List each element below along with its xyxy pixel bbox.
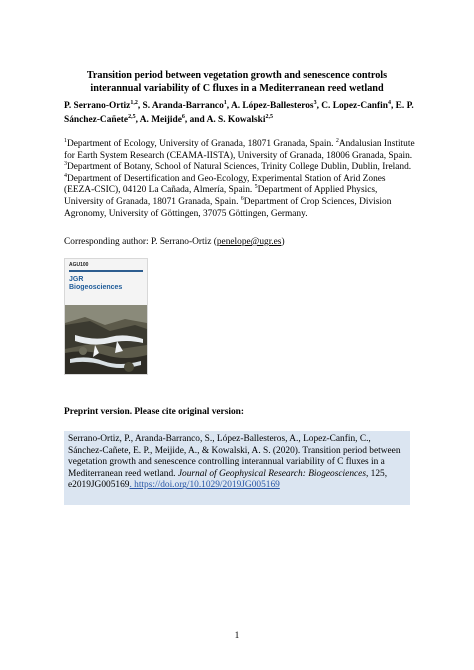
author-name: C. Lopez-Canfin — [321, 101, 388, 111]
citation-box — [64, 431, 410, 505]
author-name: S. Aranda-Barranco — [142, 101, 224, 111]
author-separator: , — [137, 101, 143, 111]
author-name: P. Serrano-Ortiz — [64, 101, 131, 111]
affiliation-text: Department of Desertification and Geo-Ecology, Experimental Station of Arid Zones (EEZA-CSIC), 04120 La Cañada, Almería, Spain. — [64, 173, 386, 196]
citation-doi-link[interactable]: . https://doi.org/10.1029/2019JG005169 — [129, 480, 280, 491]
preprint-note: Preprint version. Please cite original version: — [64, 407, 244, 417]
author-affiliation-mark: 1 — [223, 99, 227, 106]
page-number: 1 — [234, 631, 240, 641]
affiliation-mark: 2 — [335, 137, 339, 144]
author-affiliation-mark: 6 — [181, 113, 185, 120]
cover-stripe — [69, 270, 143, 272]
affiliation-mark: 4 — [64, 172, 67, 179]
author-separator: , — [226, 101, 231, 111]
corresponding-suffix: ) — [281, 237, 285, 247]
author-name: A. López-Ballesteros — [230, 101, 314, 111]
affiliation-mark: 6 — [240, 195, 244, 202]
author-affiliation-mark: 4 — [387, 99, 391, 106]
author-affiliation-mark: 2,5 — [128, 113, 136, 120]
citation-volume: , 125, e2019JG005169 — [68, 468, 388, 491]
author-separator: , — [390, 101, 396, 111]
affiliation-text: Department of Ecology, University of Granada, 18071 Granada, Spain. — [67, 139, 336, 149]
paper-title: Transition period between vegetation growth and senescence controls interannual variability of C fluxes in a Mediterranean reed wetland — [86, 70, 388, 94]
author-affiliation-mark: 3 — [313, 99, 317, 106]
affiliation-text: Department of Applied Physics, University of Granada, 18071 Granada, Spain. — [64, 185, 378, 207]
affiliation-mark: 1 — [64, 137, 67, 144]
author-separator: , — [316, 101, 322, 111]
cover-journal-name — [69, 276, 122, 292]
author-name: A. S. Kowalski — [206, 115, 266, 125]
cover-journal-line2: Biogeosciences — [69, 284, 123, 291]
author-name: A. Meijide — [139, 115, 182, 125]
corresponding-prefix: Corresponding author: P. Serrano-Ortiz ( — [64, 237, 217, 247]
corresponding-author — [64, 237, 285, 247]
affiliation-text: Andalusian Institute for Earth System Research (CEAMA-IISTA), University of Granada, 18006 Granada, Spain. — [64, 139, 415, 161]
citation-journal: Journal of Geophysical Research: Biogeosciences — [177, 468, 366, 479]
affiliation-text: Department of Botany, School of Natural Sciences, Trinity College Dublin, Dublin, Ireland. — [67, 162, 412, 173]
cover-journal-line1: JGR — [69, 276, 84, 283]
corresponding-email[interactable]: penelope@ugr.es — [216, 237, 282, 247]
author-affiliation-mark: 1,2 — [130, 99, 138, 106]
affiliation-mark: 5 — [254, 184, 258, 191]
cover-photo — [65, 305, 147, 374]
author-separator: , and — [184, 115, 207, 125]
cover-logo: AGU100 — [69, 262, 89, 268]
affiliation-mark: 3 — [64, 161, 67, 168]
author-name: E. P. Sánchez-Cañete — [64, 101, 414, 125]
affiliation-text: Department of Crop Sciences, Division Agronomy, University of Göttingen, 37075 Göttingen, Germany. — [64, 196, 392, 219]
affiliations — [64, 139, 416, 220]
author-separator: , — [135, 115, 140, 125]
author-list — [64, 99, 420, 127]
journal-cover-image — [64, 258, 148, 375]
citation-text: Serrano-Ortiz, P., Aranda-Barranco, S., López-Ballesteros, A., Lopez-Canfin, C., Sánchez-Cañete, E. P., Meijide, A., & Kowalski, A. S. (2020). Transition period between vegetation growth and senescence controlling interannual variability of C fluxes in a Mediterranean reed wetland. — [68, 434, 401, 479]
author-affiliation-mark: 2,5 — [265, 113, 273, 120]
